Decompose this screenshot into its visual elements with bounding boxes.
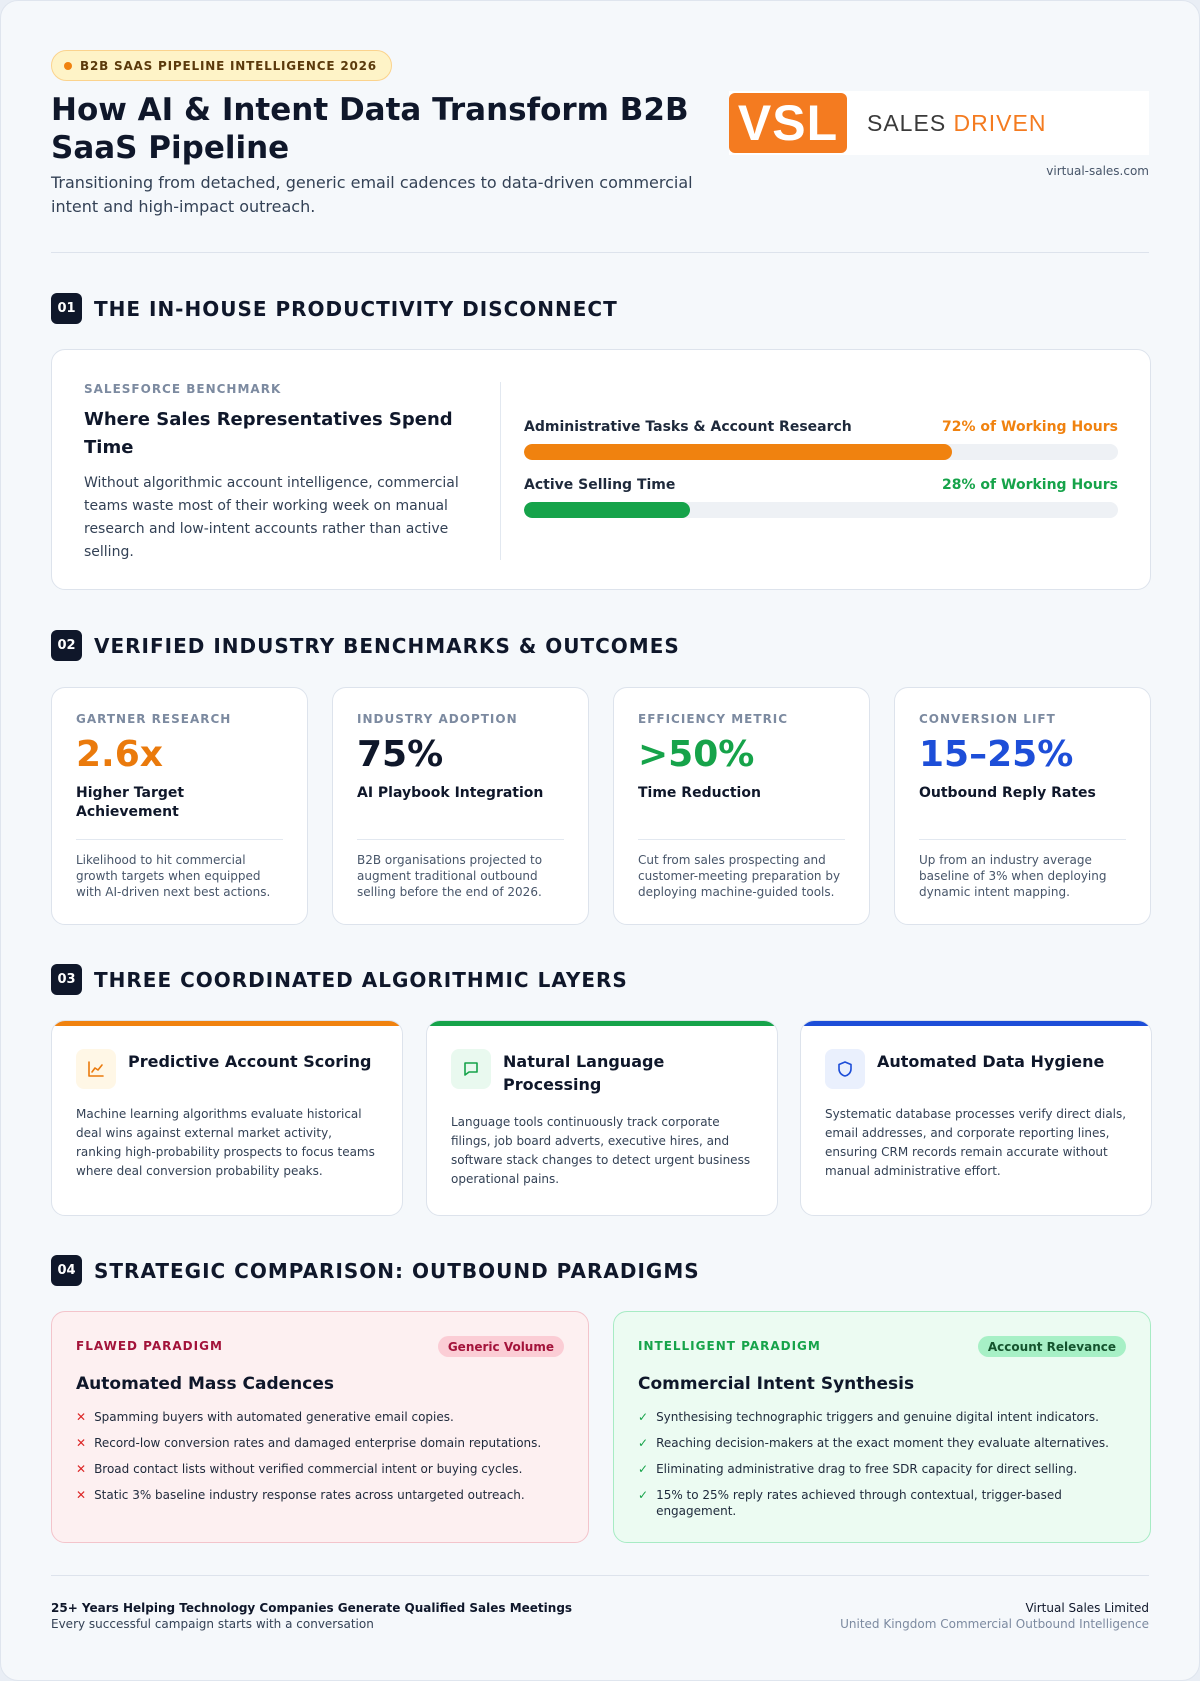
- bar-value: 28% of Working Hours: [942, 477, 1118, 493]
- productivity-card: [51, 349, 1151, 590]
- stat-value: 2.6x: [76, 734, 163, 775]
- shield-icon: [825, 1049, 865, 1089]
- list-item: ✕ Static 3% baseline industry response rates across untargeted outreach.: [76, 1488, 525, 1502]
- list-item: ✓ Synthesising technographic triggers and genuine digital intent indicators.: [638, 1410, 1099, 1424]
- bar-row: [524, 477, 1118, 518]
- stat-desc: Likelihood to hit commercial growth targets when equipped with AI-driven next best actions.: [76, 853, 271, 899]
- bar-row: [524, 419, 1118, 460]
- check-icon: ✓: [638, 1462, 649, 1476]
- header-divider: [51, 252, 1149, 253]
- page-title: How AI & Intent Data Transform B2B SaaS Pipeline: [51, 92, 689, 166]
- cross-icon: ✕: [76, 1462, 87, 1476]
- layer-desc: Machine learning algorithms evaluate historical deal wins against external market activity, ranking high-probability prospects to focus teams where deal conversion probability peaks.: [76, 1107, 375, 1178]
- stat-name: Time Reduction: [638, 785, 761, 801]
- cross-icon: ✕: [76, 1410, 87, 1424]
- layer-card: [51, 1020, 403, 1216]
- company-logo: [729, 91, 1149, 155]
- section-title: THREE COORDINATED ALGORITHMIC LAYERS: [94, 967, 628, 992]
- bar-track: [524, 444, 1118, 460]
- card-divider: [500, 382, 501, 560]
- layer-desc: Language tools continuously track corporate filings, job board adverts, executive hires, and software stack changes to detect urgent business operational pains.: [451, 1115, 751, 1186]
- layer-card: [426, 1020, 778, 1216]
- layer-accent: [52, 1021, 402, 1026]
- website-link[interactable]: virtual-sales.com: [1046, 164, 1149, 178]
- stat-divider: [357, 839, 564, 840]
- list-item: ✕ Spamming buyers with automated generative email copies.: [76, 1410, 454, 1424]
- footer-company-sub: United Kingdom Commercial Outbound Intelligence: [840, 1617, 1149, 1631]
- layer-accent: [427, 1021, 777, 1026]
- stat-eyebrow: INDUSTRY ADOPTION: [357, 712, 518, 726]
- list-item: ✕ Record-low conversion rates and damaged enterprise domain reputations.: [76, 1436, 542, 1450]
- stat-card: [894, 687, 1151, 925]
- paradigm-title: Commercial Intent Synthesis: [638, 1374, 915, 1394]
- section-number: 01: [51, 293, 82, 324]
- cross-icon: ✕: [76, 1436, 87, 1450]
- section-4-heading: [51, 1255, 700, 1286]
- paradigm-badge: Generic Volume: [438, 1336, 564, 1357]
- list-item: ✓ Eliminating administrative drag to free SDR capacity for direct selling.: [638, 1462, 1078, 1476]
- stat-eyebrow: GARTNER RESEARCH: [76, 712, 232, 726]
- stat-divider: [919, 839, 1126, 840]
- paradigm-title: Automated Mass Cadences: [76, 1374, 335, 1394]
- stat-eyebrow: EFFICIENCY METRIC: [638, 712, 789, 726]
- intelligent-paradigm-card: [613, 1311, 1151, 1543]
- layer-title: Predictive Account Scoring: [128, 1052, 372, 1071]
- stat-value: 75%: [357, 734, 444, 775]
- paradigm-eyebrow: INTELLIGENT PARADIGM: [638, 1339, 821, 1353]
- section-number: 02: [51, 630, 82, 661]
- stat-name: Higher Target Achievement: [76, 785, 185, 820]
- footer-subline: Every successful campaign starts with a conversation: [51, 1617, 374, 1631]
- layer-title: Automated Data Hygiene: [877, 1052, 1105, 1071]
- stat-card: [613, 687, 870, 925]
- footer-divider: [51, 1575, 1149, 1576]
- check-icon: ✓: [638, 1410, 649, 1424]
- bar-track: [524, 502, 1118, 518]
- pill-dot-icon: [64, 62, 72, 70]
- list-item: ✕ Broad contact lists without verified commercial intent or buying cycles.: [76, 1462, 523, 1476]
- header-pill: [51, 50, 392, 81]
- card-title: Where Sales Representatives Spend Time: [84, 409, 453, 458]
- layer-desc: Systematic database processes verify direct dials, email addresses, and corporate reporting lines, ensuring CRM records remain accurate without manual administrative effort.: [825, 1107, 1127, 1178]
- section-title: VERIFIED INDUSTRY BENCHMARKS & OUTCOMES: [94, 633, 680, 658]
- footer-company: Virtual Sales Limited: [1025, 1601, 1149, 1615]
- section-3-heading: [51, 964, 628, 995]
- bar-fill: [524, 502, 690, 518]
- section-number: 04: [51, 1255, 82, 1286]
- section-2-heading: [51, 630, 680, 661]
- section-title: THE IN-HOUSE PRODUCTIVITY DISCONNECT: [94, 296, 618, 321]
- layer-card: [800, 1020, 1152, 1216]
- page-subtitle: Transitioning from detached, generic email cadences to data-driven commercial intent and high-impact outreach.: [51, 173, 693, 216]
- bar-fill: [524, 444, 952, 460]
- paradigm-eyebrow: FLAWED PARADIGM: [76, 1339, 223, 1353]
- stat-eyebrow: CONVERSION LIFT: [919, 712, 1056, 726]
- section-1-heading: [51, 293, 618, 324]
- stat-desc: Up from an industry average baseline of 3% when deploying dynamic intent mapping.: [919, 853, 1107, 899]
- logo-mark: VSL: [729, 93, 847, 153]
- stat-desc: Cut from sales prospecting and customer-meeting preparation by deploying machine-guided tools.: [638, 853, 841, 899]
- list-item: ✓ Reaching decision-makers at the exact moment they evaluate alternatives.: [638, 1436, 1109, 1450]
- stat-name: AI Playbook Integration: [357, 785, 544, 801]
- layer-accent: [801, 1021, 1151, 1026]
- card-text: Without algorithmic account intelligence, commercial teams waste most of their working week on manual research and low-intent accounts rather than active selling.: [84, 475, 459, 560]
- list-item: ✓ 15% to 25% reply rates achieved through contextual, trigger-based engagement.: [638, 1488, 1062, 1518]
- flawed-paradigm-card: [51, 1311, 589, 1543]
- stat-card: [332, 687, 589, 925]
- stat-name: Outbound Reply Rates: [919, 785, 1096, 801]
- message-icon: [451, 1049, 491, 1089]
- paradigm-list: [76, 1409, 564, 1513]
- stat-value: 15–25%: [919, 734, 1074, 775]
- layer-title: Natural Language Processing: [503, 1052, 665, 1094]
- card-eyebrow: SALESFORCE BENCHMARK: [84, 382, 282, 396]
- logo-wordmark: SALES DRIVEN: [867, 109, 1047, 136]
- chart-line-icon: [76, 1049, 116, 1089]
- cross-icon: ✕: [76, 1488, 87, 1502]
- check-icon: ✓: [638, 1436, 649, 1450]
- bar-label: Administrative Tasks & Account Research: [524, 419, 852, 435]
- pill-label: B2B SAAS PIPELINE INTELLIGENCE 2026: [80, 58, 377, 73]
- stat-desc: B2B organisations projected to augment traditional outbound selling before the end of 2026.: [357, 853, 543, 899]
- bar-value: 72% of Working Hours: [942, 419, 1118, 435]
- stat-card: [51, 687, 308, 925]
- paradigm-badge: Account Relevance: [978, 1336, 1126, 1357]
- stat-divider: [76, 839, 283, 840]
- stat-value: >50%: [638, 734, 755, 775]
- footer-tagline: 25+ Years Helping Technology Companies Generate Qualified Sales Meetings: [51, 1601, 573, 1615]
- section-number: 03: [51, 964, 82, 995]
- bar-label: Active Selling Time: [524, 477, 676, 493]
- section-title: STRATEGIC COMPARISON: OUTBOUND PARADIGMS: [94, 1258, 700, 1283]
- check-icon: ✓: [638, 1488, 649, 1502]
- stat-divider: [638, 839, 845, 840]
- paradigm-list: [638, 1409, 1126, 1529]
